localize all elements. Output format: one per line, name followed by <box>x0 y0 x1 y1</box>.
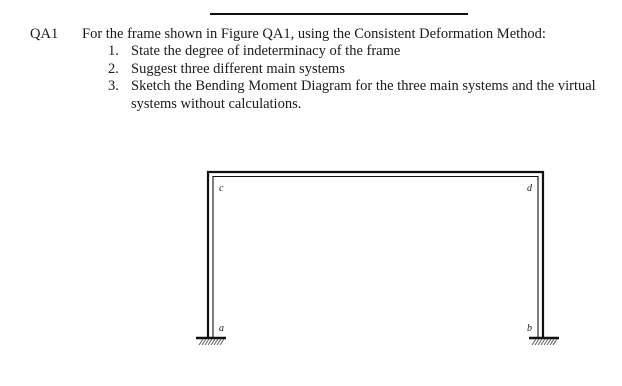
task-text: Suggest three different main systems <box>131 60 345 77</box>
task-text: State the degree of indeterminacy of the frame <box>131 43 401 59</box>
task-text: Sketch the Bending Moment Diagram for the three main systems and the virtual systems without calculations. <box>131 78 596 112</box>
top-beam <box>207 172 544 177</box>
node-label-d: d <box>527 183 532 194</box>
node-label-a: a <box>219 323 224 334</box>
left-column <box>208 171 213 338</box>
right-fixed-support <box>529 338 559 345</box>
task-number: 2. <box>108 60 119 77</box>
question-intro: For the frame shown in Figure QA1, using the Consistent Deformation Method: <box>82 26 546 42</box>
node-label-b: b <box>527 323 532 334</box>
question-number: QA1 <box>30 26 59 42</box>
node-label-c: c <box>219 183 224 194</box>
left-fixed-support <box>196 338 226 345</box>
right-column <box>538 171 543 338</box>
task-number: 3. <box>108 78 119 94</box>
task-number: 1. <box>108 43 119 59</box>
